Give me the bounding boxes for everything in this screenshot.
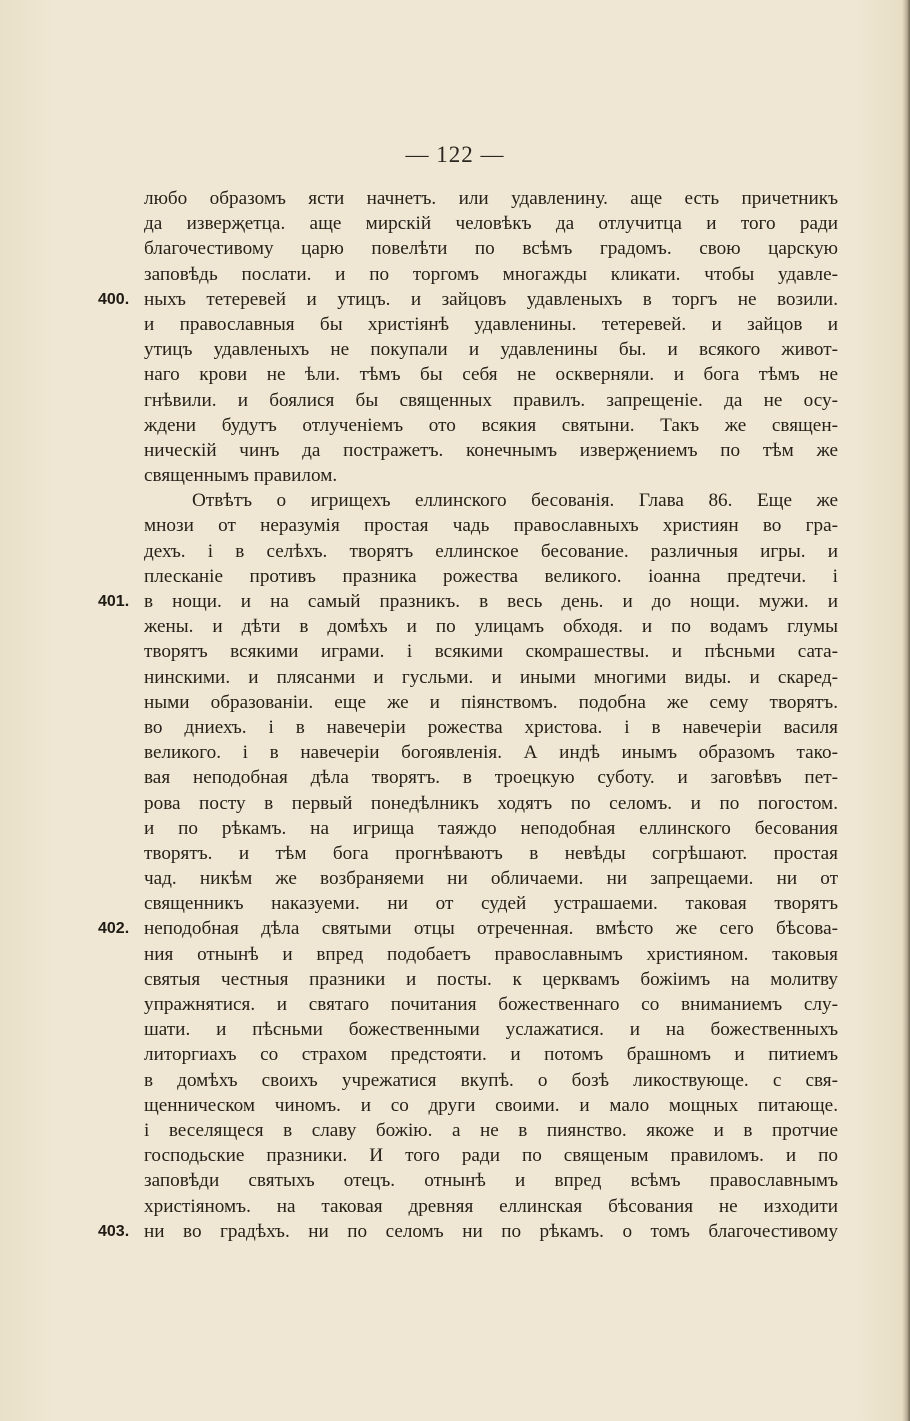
text-line [144,337,838,362]
text-line [144,992,838,1017]
margin-number: 400. [98,290,130,308]
line-text: Отвѣтъ о игрищехъ еллинского бесованія. Глава 86. Еще же [192,490,838,512]
line-text: утицъ удавленыхъ не покупали и удавленины бы. и всякого живот- [144,339,838,361]
line-text: ния отнынѣ и впред подобаетъ православнымъ християном. таковыя [144,943,838,965]
line-text: благочестивому царю повелѣти по всѣмъ градомъ. свою царскую [144,238,838,260]
page-number: — 122 — [405,142,505,167]
line-text: щенническом чиномъ. и со други своими. и мало мощных питающе. [144,1094,838,1116]
line-text: заповѣди святыхъ отецъ. отнынѣ и впред всѣмъ православнымъ [144,1170,838,1192]
text-line [144,1068,838,1093]
line-text: нинскими. и плясанми и гусльми. и иными многими виды. и скаред- [144,666,838,688]
line-text: ными образованіи. еще же и піянствомъ. подобна же сему творятъ. [144,691,838,713]
text-line [144,639,838,664]
margin-number: 402. [98,920,130,938]
line-text: і веселящеся в славу божію. а не в пиянство. якоже и в протчие [144,1119,838,1141]
line-text: в домѣхъ своихъ учрежатися вкупѣ. о бозѣ ликоствующе. с свя- [144,1069,838,1091]
text-line [98,1219,838,1244]
line-text: жены. и дѣти в домѣхъ и по улицамъ обходя. и по водамъ глумы [144,616,838,638]
line-text: любо образомъ ясти начнетъ. или удавленину. аще есть причетникъ [144,188,838,209]
text-line [144,1143,838,1168]
line-text: святыя честныя празники и посты. к церквамъ божіимъ на молитву [144,968,838,990]
line-text: творятъ всякими играми. і всякими скомрашествы. и пѣсньми сата- [144,641,838,663]
text-line [144,866,838,891]
text-line [144,186,838,211]
text-line [144,513,838,538]
text-line [144,891,838,916]
line-text: плесканіе противъ празника рожества великого. іоанна предтечи. і [144,565,838,587]
text-line [144,1118,838,1143]
text-line [144,765,838,790]
text-line [144,388,838,413]
line-text: да изверҗетца. аще мирскій человѣкъ да отлучитца и того ради [144,213,838,235]
text-line [144,1194,838,1219]
line-text: упражнятися. и святаго почитания божественнаго со вниманиемъ слу- [144,994,838,1015]
text-line [144,312,838,337]
line-text: мнози от неразумія простая чадь православныхъ християн во гра- [144,515,838,537]
text-line [144,211,838,236]
text-line [144,413,838,438]
page-edge-shadow [902,0,910,1421]
line-text: чад. никѣм же возбраняеми ни обличаеми. ни запрещаеми. ни от [144,868,838,890]
margin-number: 401. [98,593,130,610]
line-text: шати. и пѣсньми божественными услажатися. и на божественныхъ [144,1019,838,1041]
text-line [144,236,838,261]
text-line [144,362,838,387]
line-text: литоргиахъ со страхом предстояти. и потомъ брашномъ и питиемъ [144,1044,838,1066]
line-text: рова посту в первый понедѣлникъ ходятъ по селомъ. и по погостом. [144,792,838,814]
text-line [98,916,838,941]
line-text: ждени будутъ отлученіемъ ото всякия святыни. Такъ же священ- [144,414,838,436]
line-text: и по рѣкамъ. на игрища таяждо неподобная еллинского бесования [144,817,838,839]
text-line [98,589,838,614]
text-line [144,1017,838,1042]
line-text: вая неподобная дѣла творятъ. в троецкую суботу. и заговѣвъ пет- [144,767,838,789]
text-line [144,1042,838,1067]
line-text: великого. і в навечеріи богоявленія. А индѣ инымъ образомъ тако- [144,742,838,764]
line-text: господьские празники. И того ради по священым правиломъ. и по [144,1145,838,1167]
text-line [144,841,838,866]
text-line [98,287,838,312]
text-line [144,539,838,564]
text-line [144,488,838,513]
line-text: и православныя бы христіянѣ удавленины. тетеревей. и зайцов и [144,313,838,335]
line-text: ни во градѣхъ. ни по селомъ ни по рѣкамъ. о томъ благочестивому [144,1220,838,1242]
line-text: дехъ. і в селѣхъ. творятъ еллинское бесование. различныя игры. и [144,540,838,562]
line-text: христіяномъ. на таковая древняя еллинская бѣсования не изходити [144,1195,838,1217]
line-text: гнѣвили. и боялися бы священных правилъ. запрещеніе. да не осу- [144,389,838,411]
text-line [144,690,838,715]
line-text: в нощи. и на самый празникъ. в весь день. и до нощи. мужи. и [144,591,838,612]
text-line [144,1093,838,1118]
line-text: священникъ наказуеми. ни от судей устрашаеми. таковая творятъ [144,893,838,915]
line-text: заповѣдь послати. и по торгомъ многажды кликати. чтобы удавле- [144,263,838,285]
text-line [144,665,838,690]
text-line [144,438,838,463]
margin-number: 403. [98,1222,130,1240]
line-text: во дниехъ. і в навечеріи рожества христова. і в навечеріи василя [144,716,838,738]
line-text: ническій чинъ да постражетъ. конечнымъ изверҗениемъ по тѣм же [144,439,838,461]
line-text: наго крови не ѣли. тѣмъ бы себя не оскверняли. и бога тѣмъ не [144,364,838,386]
text-line [144,740,838,765]
text-line [144,967,838,992]
text-line [144,463,838,488]
text-body [98,186,838,1244]
line-text: неподобная дѣла святыми отцы отреченная. вмѣсто же сего бѣсова- [144,918,838,940]
text-line [144,816,838,841]
line-text: священнымъ правилом. [144,465,338,487]
text-line [144,715,838,740]
text-line [144,942,838,967]
text-line [144,614,838,639]
text-line [144,791,838,816]
text-line [144,1168,838,1193]
text-line [144,564,838,589]
text-line [144,262,838,287]
line-text: ныхъ тетеревей и утицъ. и зайцовъ удавленыхъ в торгъ не возили. [144,288,838,310]
line-text: творятъ. и тѣм бога прогнѣваютъ в невѣды согрѣшают. простая [144,842,838,864]
